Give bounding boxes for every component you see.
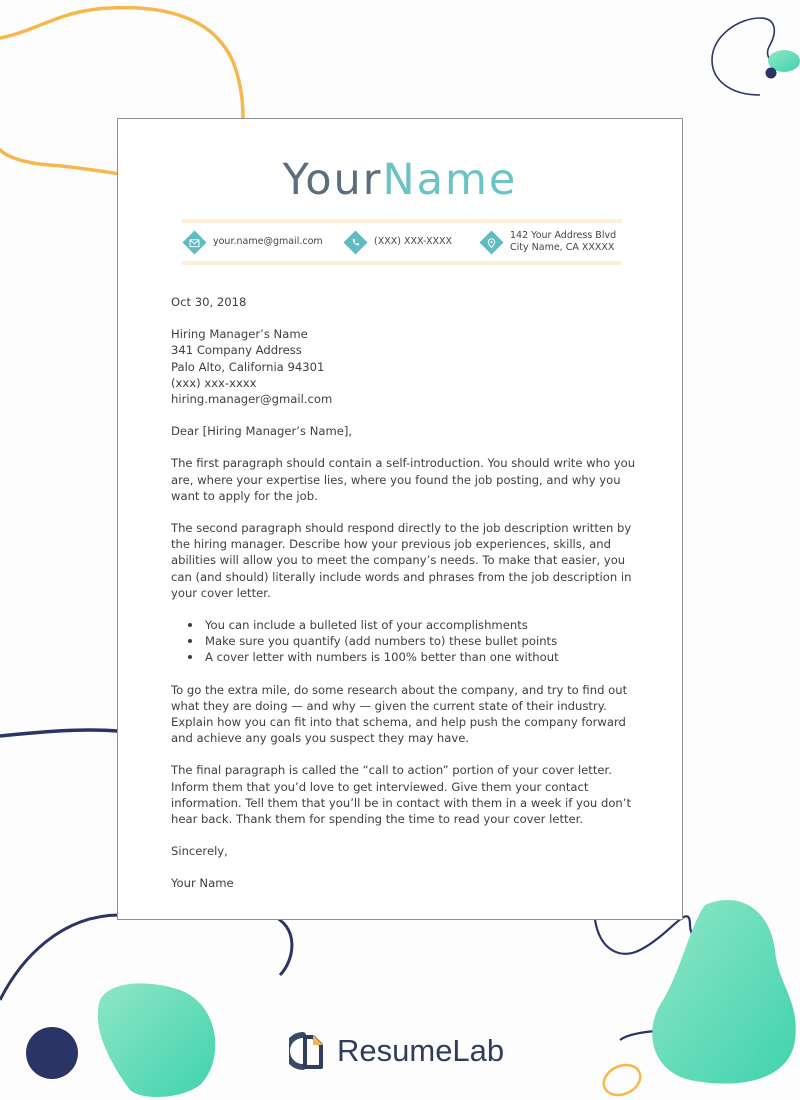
email-text: your.name@gmail.com	[213, 236, 323, 247]
recipient-block	[171, 326, 641, 407]
contact-rule-top	[182, 219, 622, 223]
recipient-email: hiring.manager@gmail.com	[171, 392, 333, 407]
letter-body	[171, 294, 641, 892]
cover-letter-page	[117, 118, 683, 920]
address-line2: City Name, CA XXXXX	[510, 242, 615, 253]
signature: Your Name	[171, 876, 234, 891]
recipient-phone: (xxx) xxx-xxxx	[171, 375, 257, 390]
list-item: A cover letter with numbers is 100% better than one without	[171, 649, 641, 665]
resumelab-logo-icon	[289, 1031, 327, 1071]
location-pin-icon	[479, 230, 503, 254]
brand-name: ResumeLab	[337, 1033, 505, 1068]
contact-phone	[343, 230, 452, 254]
resumelab-logo	[289, 1027, 504, 1075]
yellow-ring-bottom-right	[599, 1059, 645, 1100]
name-first: Your	[282, 155, 383, 205]
phone-text: (XXX) XXX-XXXX	[374, 236, 452, 247]
list-item: Make sure you quantify (add numbers to) these bullet points	[171, 633, 641, 649]
navy-dot-top-right	[766, 68, 777, 79]
paragraph-intro: The first paragraph should contain a self-introduction. You should write who you are, where your expertise lies, where you found the job posting, and why you want to apply for the job.	[171, 456, 636, 503]
contact-bar	[182, 218, 622, 266]
paragraph-job-fit: The second paragraph should respond directly to the job description written by the hiring manager. Describe how your previous job experiences, skills, and abilities will allow you to meet the company’s needs. To make that easier, you can (and should) literally include words and phrases from the job description in your cover letter.	[171, 521, 632, 600]
recipient-city: Palo Alto, California 94301	[171, 359, 325, 374]
recipient-name: Hiring Manager’s Name	[171, 327, 308, 342]
accomplishment-list	[171, 617, 641, 666]
list-item: You can include a bulleted list of your accomplishments	[171, 617, 641, 633]
phone-icon	[343, 230, 367, 254]
address-line1: 142 Your Address Blvd	[510, 230, 617, 241]
navy-dot-bottom-left	[26, 1027, 78, 1079]
contact-rule-bottom	[182, 261, 622, 265]
contact-email	[182, 230, 323, 254]
mint-blob-bottom-right	[652, 900, 796, 1084]
mint-blob-bottom-left	[98, 983, 216, 1097]
contact-address	[479, 230, 616, 254]
envelope-icon	[182, 230, 206, 254]
paragraph-call-to-action: The final paragraph is called the “call to action” portion of your cover letter. Inform them that you’d love to get interviewed. Give them your contact information. Tell them that you’ll be in contact with them in a week if you don’t hear back. Thank them for spending the time to read your cover letter.	[171, 763, 631, 827]
navy-curve-left	[0, 730, 118, 736]
applicant-name	[118, 155, 682, 205]
paragraph-research: To go the extra mile, do some research about the company, and try to find out what they are doing — and why — given the current state of their industry. Explain how you can fit into that schema, and help push the company forward and achieve any goals you suspect they may have.	[171, 682, 628, 746]
letter-date: Oct 30, 2018	[171, 295, 247, 309]
recipient-address: 341 Company Address	[171, 343, 302, 358]
name-last: Name	[382, 155, 518, 205]
address-text	[510, 230, 616, 254]
salutation: Dear [Hiring Manager’s Name],	[171, 424, 353, 439]
closing: Sincerely,	[171, 844, 228, 859]
